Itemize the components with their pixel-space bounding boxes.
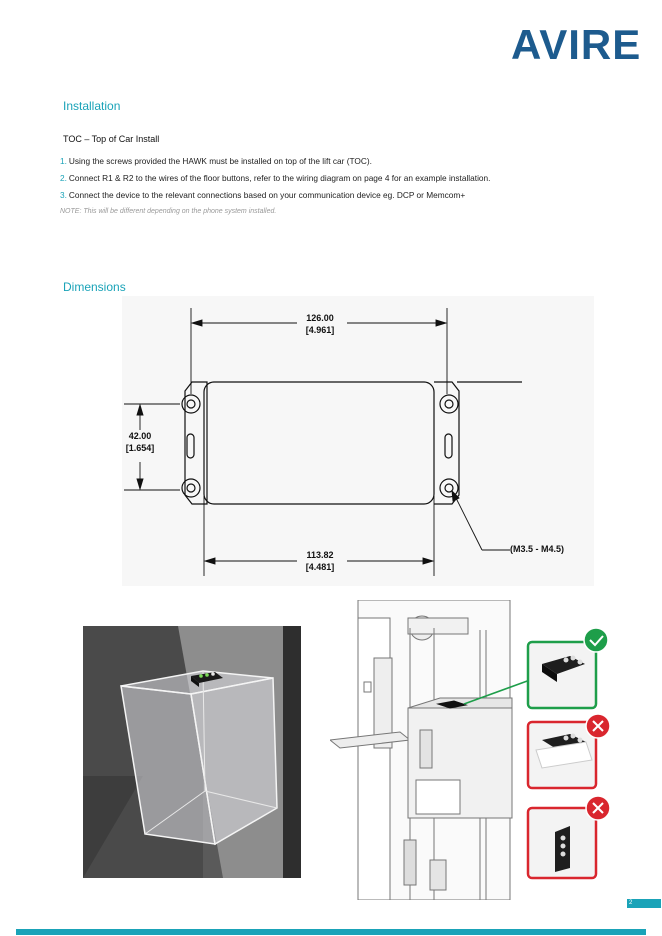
installation-heading: Installation: [63, 99, 121, 113]
step-number: 1.: [60, 156, 67, 166]
height-inch: [1.654]: [125, 443, 155, 453]
step-text: Connect the device to the relevant connections based on your communication device eg. DCP or Memcom+: [68, 190, 466, 200]
screw-size-label: (M3.5 - M4.5): [510, 544, 565, 554]
dimension-drawing: [122, 296, 594, 586]
device-body: [204, 382, 434, 504]
avire-logo: AVIRE: [511, 21, 642, 68]
bottom-width-inch: [4.481]: [305, 562, 335, 572]
step-1: [60, 156, 372, 166]
height-mm: 42.00: [128, 431, 152, 441]
bottom-width-label: [293, 549, 347, 573]
top-width-inch: [4.961]: [305, 325, 335, 335]
step-text: Using the screws provided the HAWK must be installed on top of the lift car (TOC).: [68, 156, 372, 166]
elevator-illustration: [330, 600, 613, 900]
step-3: [60, 190, 465, 200]
footer-bar: [16, 929, 646, 935]
step-number: 3.: [60, 190, 67, 200]
dimensions-heading: Dimensions: [63, 280, 126, 294]
bottom-width-mm: 113.82: [306, 550, 334, 560]
install-note: NOTE: This will be different depending on the phone system installed.: [60, 208, 277, 215]
toc-subheading: TOC – Top of Car Install: [63, 134, 160, 144]
toc-render-image: [83, 626, 301, 878]
height-label: [118, 430, 162, 454]
step-number: 2.: [60, 173, 67, 183]
step-text: Connect R1 & R2 to the wires of the floor buttons, refer to the wiring diagram on page 4 for an example installation.: [68, 173, 491, 183]
top-width-mm: 126.00: [306, 313, 334, 323]
top-width-label: [293, 312, 347, 336]
page-number: 2: [627, 899, 661, 908]
step-2: [60, 173, 490, 183]
